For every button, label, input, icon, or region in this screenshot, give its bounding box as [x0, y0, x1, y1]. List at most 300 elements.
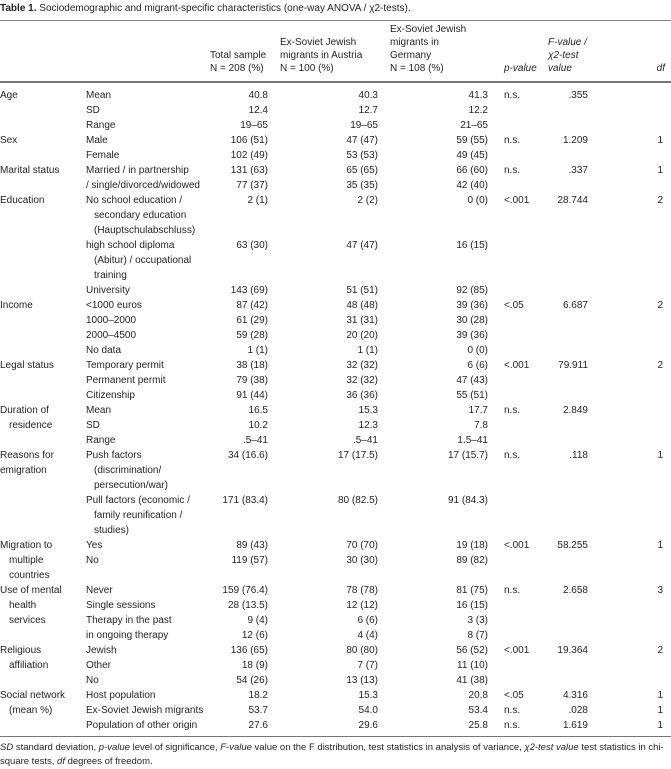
header-line: F-value / — [548, 37, 587, 48]
row-category: Temporary permit — [86, 360, 164, 371]
total-value: 61 (29) — [236, 315, 268, 326]
germany-value: 0 (0) — [467, 345, 488, 356]
austria-value: 48 (48) — [346, 300, 378, 311]
f-value — [544, 103, 592, 118]
header-line: migrants in Austria — [280, 50, 363, 61]
austria-value: 12.7 — [358, 105, 378, 116]
table-row — [0, 103, 671, 118]
f-value: 4.316 — [562, 690, 588, 701]
row-category: Host population — [86, 690, 156, 701]
total-value: 59 (28) — [236, 330, 268, 341]
f-value — [544, 433, 592, 448]
row-category: No school education / secondary education (Hauptschulabschluss) — [86, 195, 196, 236]
df-value — [592, 553, 671, 583]
p-value — [492, 178, 544, 193]
footnote-segment: degrees of freedom. — [64, 756, 153, 767]
row-category: Permanent permit — [86, 375, 166, 386]
row-category: Yes — [86, 540, 103, 551]
df-value — [592, 148, 671, 163]
row-variable — [0, 313, 86, 328]
f-value — [544, 613, 592, 628]
row-variable: Migration to — [0, 540, 53, 551]
footnote-segment: level of significance, — [129, 742, 221, 753]
table-row — [0, 193, 671, 238]
row-category: Female — [86, 150, 120, 161]
df-value — [592, 283, 671, 298]
f-value: 79.911 — [558, 360, 588, 371]
table-title: Sociodemographic and migrant-specific characteristics (one-way ANOVA / χ2-tests). — [39, 3, 411, 14]
table-row — [0, 613, 671, 628]
table-row — [0, 673, 671, 688]
f-value: 2.658 — [562, 585, 588, 596]
austria-value: 54.0 — [358, 705, 378, 716]
row-variable — [0, 328, 86, 343]
austria-value: 12.3 — [358, 420, 378, 431]
row-category: <1000 euros — [86, 300, 142, 311]
p-value — [492, 373, 544, 388]
row-variable: Reasons for emigration — [0, 450, 54, 476]
total-value: 89 (43) — [236, 540, 268, 551]
table-row — [0, 688, 671, 703]
row-category: No — [86, 555, 99, 566]
table-row — [0, 313, 671, 328]
p-value — [492, 328, 544, 343]
total-value: 106 (51) — [230, 135, 268, 146]
austria-value: 80 (82.5) — [337, 495, 378, 506]
p-value — [492, 628, 544, 643]
row-category: Married / in partnership — [86, 165, 189, 176]
df-value: 2 — [657, 360, 663, 371]
germany-value: 17.7 — [468, 405, 488, 416]
f-value — [544, 313, 592, 328]
f-value: .118 — [569, 450, 588, 461]
row-variable: Sex — [0, 135, 18, 146]
row-variable — [0, 118, 86, 133]
header-austria — [272, 21, 382, 83]
austria-value: 78 (78) — [346, 585, 378, 596]
table-row — [0, 628, 671, 643]
row-category: No — [86, 675, 99, 686]
table-row — [0, 148, 671, 163]
f-value — [544, 658, 592, 673]
total-value: 34 (16.6) — [227, 450, 268, 461]
austria-value: 53 (53) — [346, 150, 378, 161]
row-variable: Religious — [0, 645, 42, 656]
df-value: 1 — [657, 135, 663, 146]
footnote-segment: standard deviation, — [13, 742, 99, 753]
f-value: .028 — [568, 705, 588, 716]
austria-value: 32 (32) — [346, 360, 378, 371]
row-category: 1000–2000 — [86, 315, 137, 326]
row-category: in ongoing therapy — [86, 630, 169, 641]
row-variable — [0, 283, 86, 298]
p-value: n.s. — [504, 165, 521, 176]
germany-value: 21–65 — [460, 120, 488, 131]
total-value: 10.2 — [248, 420, 268, 431]
df-value — [592, 373, 671, 388]
p-value: n.s. — [504, 450, 521, 461]
austria-value: 12 (12) — [346, 600, 378, 611]
row-variable: Income — [0, 300, 33, 311]
table-row — [0, 718, 671, 737]
austria-value: 65 (65) — [346, 165, 378, 176]
row-variable: health — [9, 600, 37, 611]
row-category: Mean — [86, 405, 112, 416]
df-value: 2 — [657, 300, 663, 311]
df-value: 2 — [657, 645, 663, 656]
total-value: 54 (26) — [236, 675, 268, 686]
germany-value: 6 (6) — [467, 360, 488, 371]
row-category: Male — [86, 135, 108, 146]
table-row — [0, 418, 671, 433]
df-value — [592, 118, 671, 133]
germany-value: 49 (45) — [456, 150, 488, 161]
f-value — [544, 493, 592, 538]
total-value: 136 (65) — [230, 645, 268, 656]
total-value: 9 (4) — [247, 615, 268, 626]
total-value: 2 (1) — [247, 195, 268, 206]
austria-value: 47 (47) — [346, 240, 378, 251]
p-value: <.001 — [504, 360, 530, 371]
p-value: <.001 — [504, 195, 530, 206]
p-value — [492, 103, 544, 118]
total-value: 18 (9) — [241, 660, 268, 671]
df-value: 1 — [657, 720, 663, 731]
row-variable: Use of mental — [0, 585, 62, 596]
row-variable — [0, 343, 86, 358]
row-category: / single/divorced/widowed — [86, 180, 200, 191]
total-value: 91 (44) — [236, 390, 268, 401]
row-variable — [0, 148, 86, 163]
row-variable — [0, 628, 86, 643]
row-category: Population of other origin — [86, 720, 198, 731]
table-footnote — [0, 741, 671, 769]
f-value — [544, 238, 592, 283]
austria-value: 17 (17.5) — [337, 450, 378, 461]
header-line: Total sample — [210, 50, 267, 61]
total-value: 63 (30) — [236, 240, 268, 251]
f-value — [544, 373, 592, 388]
row-category: Single sessions — [86, 600, 156, 611]
austria-value: 31 (31) — [346, 315, 378, 326]
header-line: χ2-test — [548, 50, 579, 61]
p-value: <.001 — [504, 645, 530, 656]
table-row — [0, 283, 671, 298]
table-row — [0, 373, 671, 388]
table-row — [0, 403, 671, 418]
f-value — [544, 388, 592, 403]
footnote-segment: F-value — [220, 742, 252, 753]
df-value — [592, 238, 671, 283]
germany-value: 39 (36) — [456, 330, 488, 341]
df-value — [592, 343, 671, 358]
table-row — [0, 553, 671, 583]
df-value — [592, 628, 671, 643]
characteristics-table — [0, 20, 671, 737]
table-row — [0, 583, 671, 598]
austria-value: 13 (13) — [346, 675, 378, 686]
row-variable: Social network — [0, 690, 66, 701]
header-variable — [0, 21, 86, 83]
austria-value: 32 (32) — [346, 375, 378, 386]
df-value: 1 — [657, 705, 663, 716]
f-value: 1.209 — [562, 135, 588, 146]
table-row — [0, 82, 671, 103]
f-value: 2.849 — [562, 405, 588, 416]
df-value — [592, 313, 671, 328]
f-value — [544, 673, 592, 688]
p-value: <.05 — [504, 300, 524, 311]
germany-value: 25.8 — [468, 720, 488, 731]
df-value — [592, 328, 671, 343]
f-value: 19.364 — [557, 645, 588, 656]
table-row — [0, 133, 671, 148]
p-value — [492, 553, 544, 583]
f-value: 1.619 — [562, 720, 588, 731]
df-value: 1 — [657, 540, 663, 551]
df-value: 1 — [657, 690, 663, 701]
df-value — [592, 658, 671, 673]
footnote-segment: p-value — [98, 742, 130, 753]
p-value — [492, 658, 544, 673]
p-value — [492, 418, 544, 433]
row-category: No data — [86, 345, 122, 356]
f-value — [544, 283, 592, 298]
header-line: migrants in — [390, 37, 439, 48]
austria-value: 6 (6) — [357, 615, 378, 626]
germany-value: 55 (51) — [456, 390, 488, 401]
header-total — [210, 21, 272, 83]
table-row — [0, 163, 671, 178]
row-variable: residence — [9, 420, 53, 431]
p-value: n.s. — [504, 90, 521, 101]
df-value: 3 — [657, 585, 663, 596]
f-value: .337 — [568, 165, 588, 176]
row-category: Push factors (discrimination/ persecution/war) — [86, 450, 168, 491]
austria-value: 51 (51) — [346, 285, 378, 296]
f-value — [544, 178, 592, 193]
row-category: University — [86, 285, 130, 296]
austria-value: 15.3 — [358, 690, 378, 701]
row-category: Range — [86, 120, 116, 131]
total-value: 12.4 — [248, 105, 268, 116]
row-variable: affiliation — [9, 660, 49, 671]
p-value: <.001 — [504, 540, 530, 551]
row-variable — [0, 373, 86, 388]
row-category: Therapy in the past — [86, 615, 172, 626]
row-category: Never — [86, 585, 113, 596]
germany-value: 91 (84.3) — [447, 495, 488, 506]
total-value: 40.8 — [248, 90, 268, 101]
df-value — [592, 673, 671, 688]
austria-value: 47 (47) — [346, 135, 378, 146]
austria-value: 4 (4) — [357, 630, 378, 641]
row-variable — [0, 388, 86, 403]
df-value — [592, 418, 671, 433]
row-category: Range — [86, 435, 116, 446]
df-value — [592, 598, 671, 613]
table-row — [0, 118, 671, 133]
austria-value: 15.3 — [358, 405, 378, 416]
footnote-segment: value on the F distribution, test statistics in analysis of variance, — [251, 742, 525, 753]
total-value: 143 (69) — [230, 285, 268, 296]
germany-value: 81 (75) — [456, 585, 488, 596]
germany-value: 66 (60) — [456, 165, 488, 176]
footnote-segment: SD — [0, 742, 14, 753]
germany-value: 53.4 — [468, 705, 488, 716]
row-variable — [0, 103, 86, 118]
germany-value: 11 (10) — [457, 660, 488, 671]
f-value — [544, 628, 592, 643]
austria-value: 7 (7) — [357, 660, 378, 671]
df-value — [592, 103, 671, 118]
table-row — [0, 343, 671, 358]
total-value: 79 (38) — [236, 375, 268, 386]
germany-value: 16 (15) — [456, 240, 488, 251]
row-variable: Age — [0, 90, 18, 101]
df-value: 1 — [657, 450, 663, 461]
total-value: 171 (83.4) — [222, 495, 268, 506]
header-f-value — [544, 21, 592, 83]
header-row — [0, 21, 671, 83]
austria-value: 1 (1) — [357, 345, 378, 356]
total-value: 159 (76.4) — [222, 585, 268, 596]
p-value: n.s. — [504, 705, 521, 716]
p-value — [492, 283, 544, 298]
row-variable — [0, 493, 86, 538]
df-value: 2 — [657, 195, 663, 206]
f-value: .355 — [568, 90, 588, 101]
header-line: N = 100 (%) — [280, 63, 334, 74]
austria-value: 40.3 — [358, 90, 378, 101]
total-value: 53.7 — [248, 705, 268, 716]
table-row — [0, 658, 671, 673]
f-value — [544, 418, 592, 433]
header-line: Germany — [390, 50, 432, 61]
table-row — [0, 178, 671, 193]
table-label: Table 1. — [0, 3, 37, 14]
df-value: 1 — [657, 165, 663, 176]
header-category — [86, 21, 210, 83]
germany-value: 30 (28) — [456, 315, 488, 326]
austria-value: 29.6 — [358, 720, 378, 731]
row-category: Jewish — [86, 645, 117, 656]
germany-value: 41 (38) — [456, 675, 488, 686]
austria-value: 20 (20) — [346, 330, 378, 341]
header-line: Ex-Soviet Jewish — [390, 24, 467, 35]
total-value: 87 (42) — [236, 300, 268, 311]
row-variable — [0, 433, 86, 448]
row-variable: multiple countries — [9, 555, 50, 581]
p-value — [492, 343, 544, 358]
p-value: n.s. — [504, 135, 521, 146]
row-variable: services — [9, 615, 46, 626]
f-value — [544, 118, 592, 133]
row-variable — [0, 238, 86, 283]
austria-value: 80 (80) — [346, 645, 378, 656]
table-caption — [0, 0, 671, 18]
germany-value: 56 (52) — [456, 645, 488, 656]
df-value — [592, 613, 671, 628]
row-category: Pull factors (economic / family reunification / studies) — [86, 495, 190, 536]
row-category: Other — [86, 660, 112, 671]
p-value: n.s. — [504, 585, 521, 596]
p-value — [492, 148, 544, 163]
germany-value: 8 (7) — [467, 630, 488, 641]
table-row — [0, 358, 671, 373]
total-value: 38 (18) — [236, 360, 268, 371]
total-value: 119 (57) — [231, 555, 268, 566]
row-category: 2000–4500 — [86, 330, 137, 341]
germany-value: 59 (55) — [456, 135, 488, 146]
p-value — [492, 313, 544, 328]
header-line: N = 108 (%) — [390, 63, 444, 74]
f-value — [544, 553, 592, 583]
table-row — [0, 238, 671, 283]
austria-value: 2 (2) — [357, 195, 378, 206]
total-value: 18.2 — [248, 690, 268, 701]
germany-value: 0 (0) — [467, 195, 488, 206]
table-row — [0, 298, 671, 313]
df-value — [592, 493, 671, 538]
table-row — [0, 433, 671, 448]
germany-value: 7.8 — [474, 420, 488, 431]
austria-value: .5–41 — [352, 435, 378, 446]
row-category: SD — [86, 105, 100, 116]
row-variable — [0, 718, 86, 737]
total-value: 28 (13.5) — [227, 600, 268, 611]
germany-value: 19 (18) — [456, 540, 488, 551]
header-germany — [382, 21, 492, 83]
f-value: 28.744 — [557, 195, 588, 206]
df-value — [592, 433, 671, 448]
germany-value: 89 (82) — [456, 555, 488, 566]
footnote-segment: χ2-test value — [524, 742, 579, 753]
f-value — [544, 148, 592, 163]
f-value — [544, 328, 592, 343]
germany-value: 16 (15) — [456, 600, 488, 611]
germany-value: 17 (15.7) — [447, 450, 488, 461]
df-value — [592, 82, 671, 103]
p-value — [492, 433, 544, 448]
p-value — [492, 388, 544, 403]
f-value: 6.687 — [562, 300, 588, 311]
header-line: Ex-Soviet Jewish — [280, 37, 357, 48]
f-value: 58.255 — [557, 540, 588, 551]
header-p-value: p-value — [504, 63, 537, 74]
table-row — [0, 328, 671, 343]
germany-value: 92 (85) — [456, 285, 488, 296]
footnote-segment: test statistics in chi-square tests, — [0, 742, 664, 767]
row-variable: (mean %) — [9, 705, 53, 716]
austria-value: 19–65 — [350, 120, 378, 131]
header-line: value — [548, 63, 572, 74]
p-value — [492, 118, 544, 133]
p-value — [492, 673, 544, 688]
germany-value: 42 (40) — [456, 180, 488, 191]
austria-value: 36 (36) — [346, 390, 378, 401]
germany-value: 47 (43) — [456, 375, 488, 386]
germany-value: 3 (3) — [467, 615, 488, 626]
total-value: 16.5 — [248, 405, 268, 416]
germany-value: 12.2 — [468, 105, 488, 116]
p-value — [492, 238, 544, 283]
total-value: 1 (1) — [247, 345, 268, 356]
p-value: n.s. — [504, 405, 521, 416]
austria-value: 30 (30) — [346, 555, 378, 566]
p-value: <.05 — [504, 690, 524, 701]
germany-value: 1.5–41 — [457, 435, 488, 446]
